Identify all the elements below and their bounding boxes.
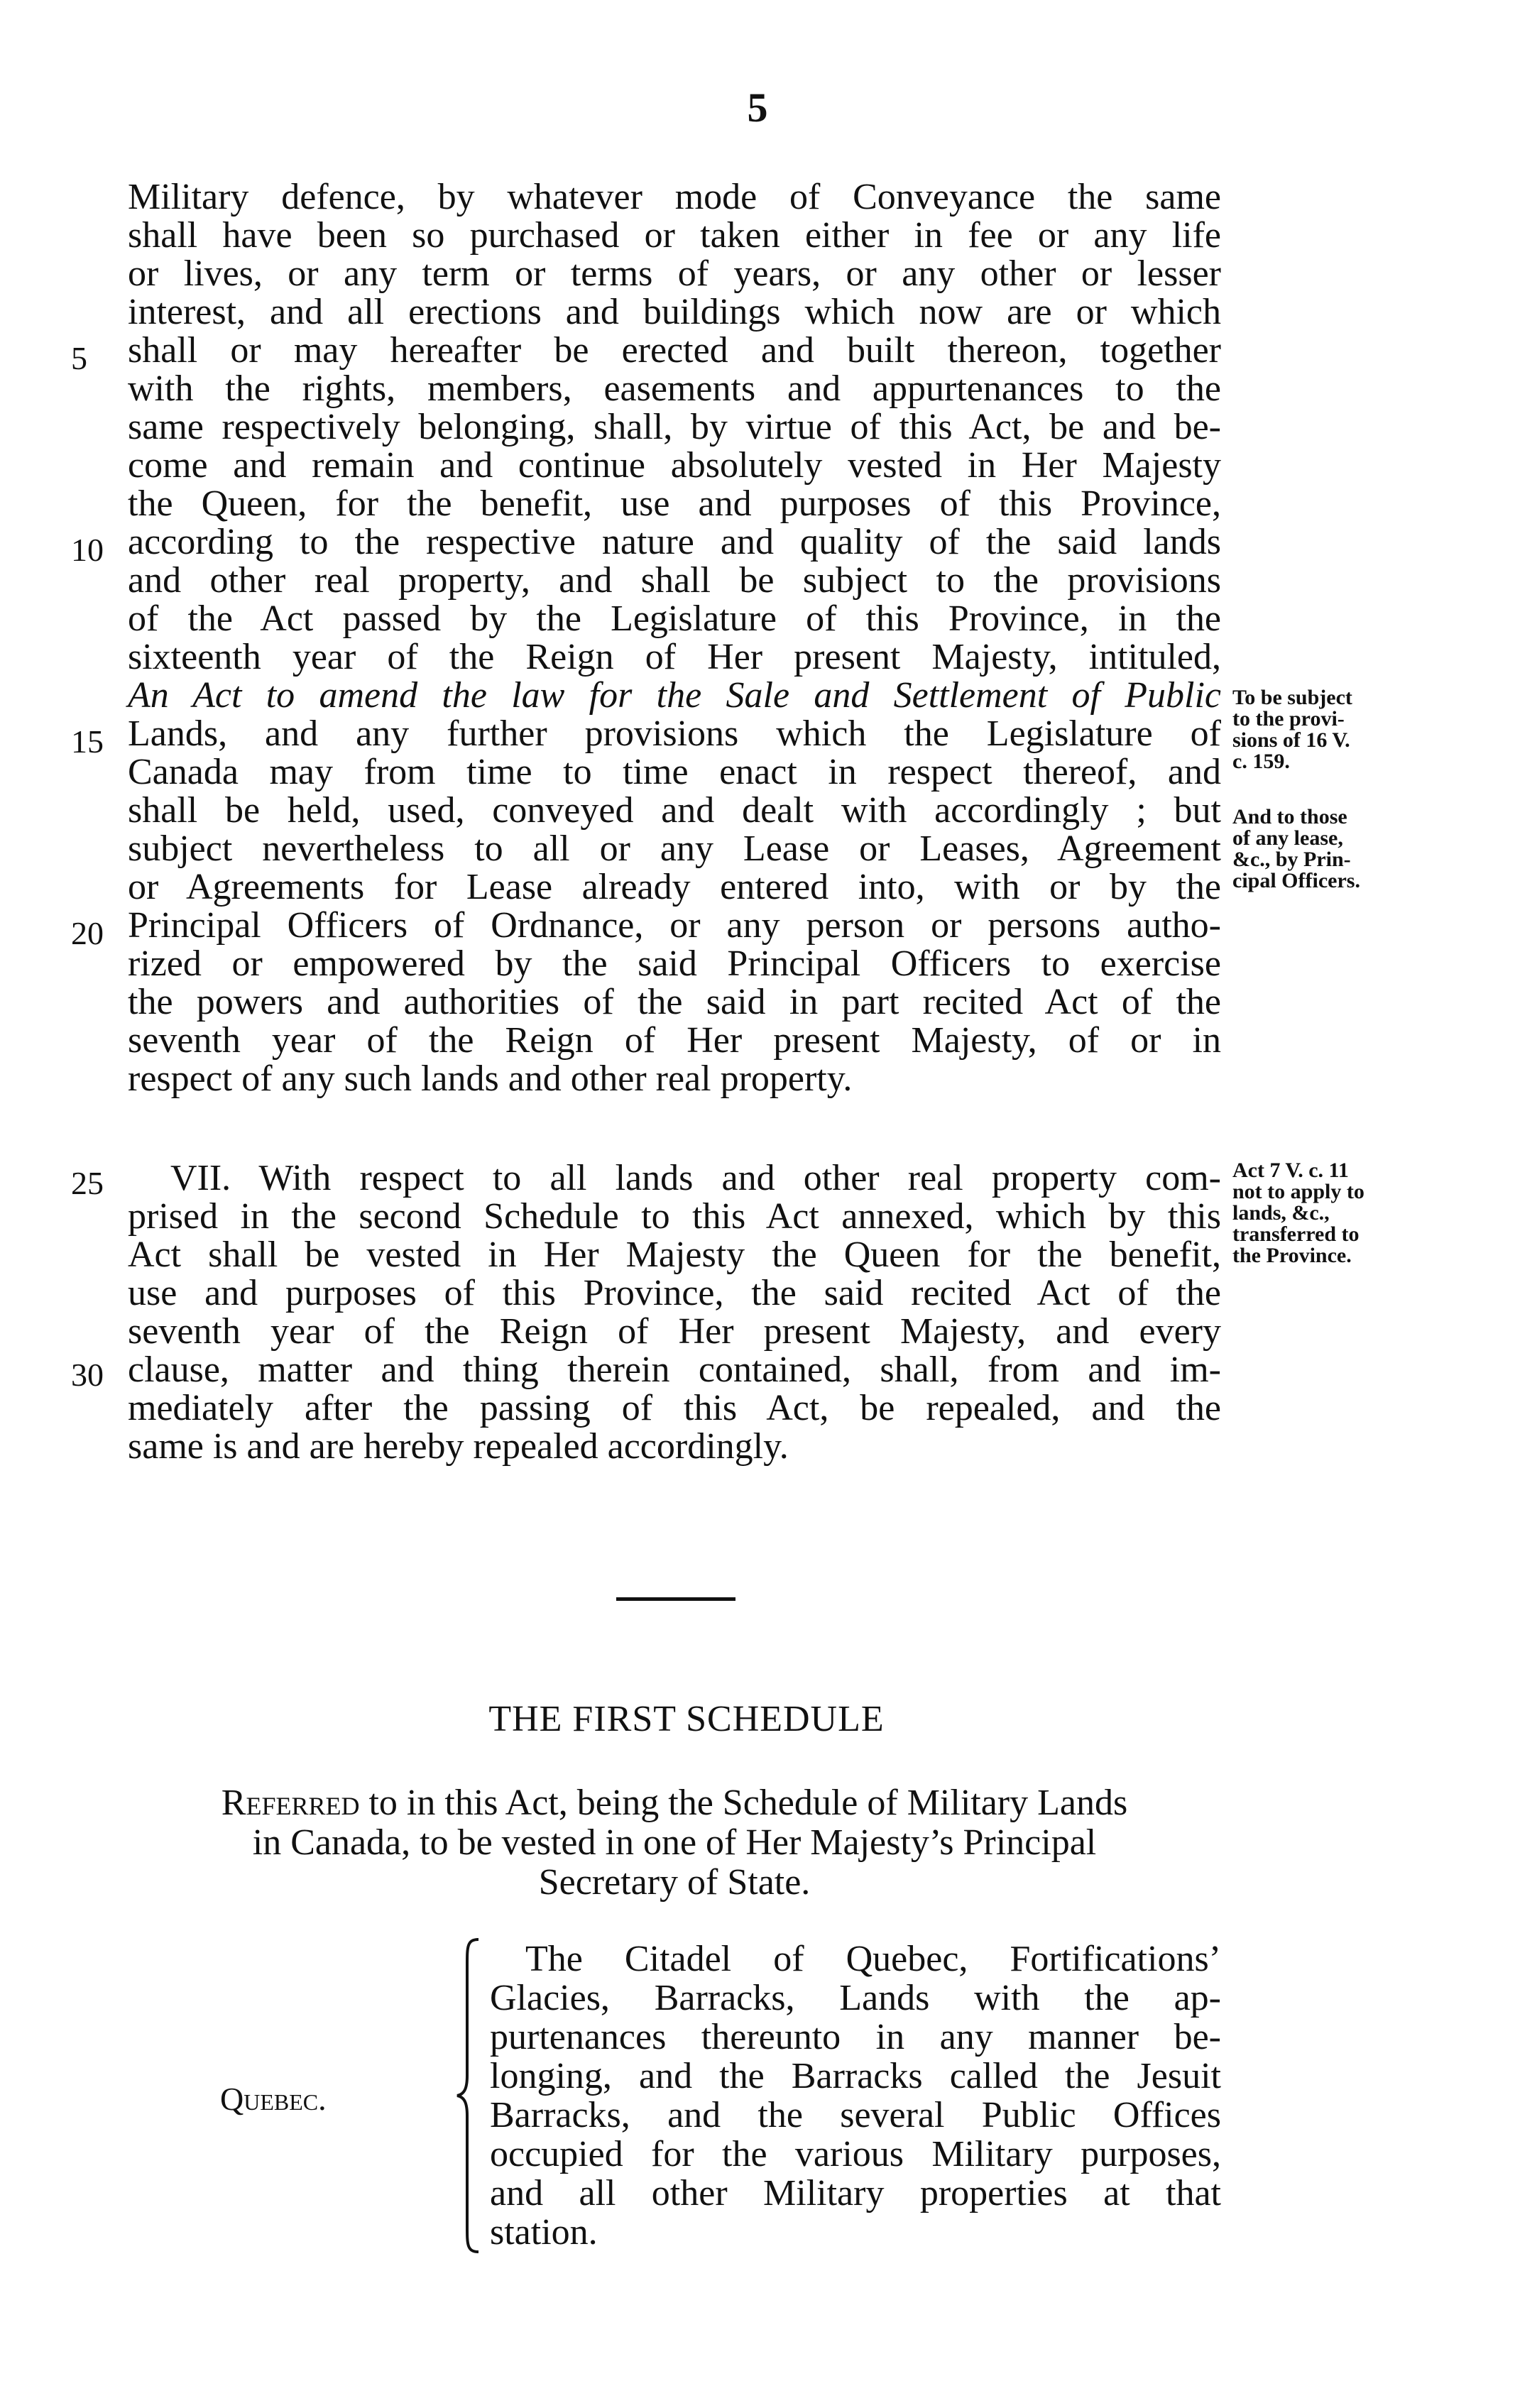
schedule-heading: THE FIRST SCHEDULE <box>488 1699 885 1739</box>
margin-note-line: To be subject <box>1232 686 1352 709</box>
section-line: mediately after the passing of this Act, be repealed, and the <box>128 1388 1221 1428</box>
margin-note-line: lands, &c., <box>1232 1201 1330 1225</box>
body-line: seventh year of the Reign of Her present Majesty, of or in <box>128 1020 1221 1061</box>
body-line: or lives, or any term or terms of years, or any other or lesser <box>128 253 1221 294</box>
body-line: shall have been so purchased or taken either in fee or any life <box>128 215 1221 256</box>
body-line: sixteenth year of the Reign of Her present Majesty, intituled, <box>128 637 1221 677</box>
schedule-place-quebec: Quebec. <box>220 2081 327 2117</box>
section-line: clause, matter and thing therein contained, shall, from and im- <box>128 1350 1221 1390</box>
section-line: prised in the second Schedule to this Act annexed, which by this <box>128 1196 1221 1237</box>
caption-line <box>128 1783 1221 1823</box>
margin-note-line: c. 159. <box>1232 750 1290 773</box>
margin-note-line: not to apply to <box>1232 1180 1364 1203</box>
body-line: shall be held, used, conveyed and dealt with accordingly ; but <box>128 790 1221 831</box>
body-line: Lands, and any further provisions which the Legislature of <box>128 713 1221 754</box>
section-line: same is and are hereby repealed accordingly. <box>128 1426 789 1467</box>
margin-note-leases <box>1232 806 1467 892</box>
margin-note-line: to the provi- <box>1232 707 1345 730</box>
margin-note-line: Act 7 V. c. 11 <box>1232 1159 1349 1182</box>
body-line: or Agreements for Lease already entered into, with or by the <box>128 867 1221 907</box>
margin-note-line: &c., by Prin- <box>1232 848 1351 871</box>
body-line: interest, and all erections and buildings which now are or which <box>128 292 1221 332</box>
margin-note-line: And to those <box>1232 805 1347 828</box>
margin-note-subject-provisions <box>1232 687 1467 772</box>
margin-note-line: transferred to <box>1232 1222 1360 1246</box>
line-number: 10 <box>71 532 104 568</box>
schedule-line: station. <box>490 2212 598 2253</box>
section-line: seventh year of the Reign of Her present Majesty, and every <box>128 1311 1221 1352</box>
body-line: of the Act passed by the Legislature of this Province, in the <box>128 598 1221 639</box>
body-line: same respectively belonging, shall, by virtue of this Act, be and be- <box>128 407 1221 447</box>
divider-rule <box>616 1597 735 1601</box>
section-line: Act shall be vested in Her Majesty the Queen for the benefit, <box>128 1235 1221 1275</box>
schedule-line: The Citadel of Quebec, Fortifications’ <box>525 1939 1221 1979</box>
section-line: use and purposes of this Province, the said recited Act of the <box>128 1273 1221 1313</box>
caption-line-rest: to in this Act, being the Schedule of Military Lands <box>359 1783 1128 1823</box>
body-line: the Queen, for the benefit, use and purposes of this Province, <box>128 483 1221 524</box>
schedule-line: longing, and the Barracks called the Jesuit <box>490 2056 1221 2096</box>
line-number: 30 <box>71 1357 104 1393</box>
body-line: and other real property, and shall be subject to the provisions <box>128 560 1221 601</box>
caption-lead: Referred <box>221 1783 360 1823</box>
body-line: rized or empowered by the said Principal Officers to exercise <box>128 943 1221 984</box>
section-line: VII. With respect to all lands and other real property com- <box>170 1158 1221 1198</box>
body-line: with the rights, members, easements and appurtenances to the <box>128 368 1221 409</box>
margin-note-act-not-apply <box>1232 1160 1467 1266</box>
body-line: shall or may hereafter be erected and built thereon, together <box>128 330 1221 371</box>
line-number: 5 <box>71 340 87 376</box>
body-line: the powers and authorities of the said in part recited Act of the <box>128 982 1221 1022</box>
body-line-italic-title: An Act to amend the law for the Sale and Settlement of Public <box>128 675 1221 716</box>
schedule-line: Barracks, and the several Public Offices <box>490 2095 1221 2135</box>
caption-line: Secretary of State. <box>538 1862 811 1903</box>
margin-note-line: cipal Officers. <box>1232 869 1360 892</box>
margin-note-line: of any lease, <box>1232 826 1343 850</box>
body-line: Military defence, by whatever mode of Conveyance the same <box>128 177 1221 217</box>
curly-brace-icon <box>454 1937 483 2255</box>
body-line: respect of any such lands and other real property. <box>128 1058 853 1099</box>
schedule-caption <box>128 1783 1221 1903</box>
schedule-line: occupied for the various Military purposes, <box>490 2134 1221 2174</box>
line-number: 25 <box>71 1165 104 1201</box>
margin-note-line: the Province. <box>1232 1244 1352 1267</box>
schedule-line: purtenances thereunto in any manner be- <box>490 2017 1221 2057</box>
caption-line: in Canada, to be vested in one of Her Majesty’s Principal <box>252 1822 1097 1863</box>
margin-note-line: sions of 16 V. <box>1232 728 1350 752</box>
body-line: come and remain and continue absolutely vested in Her Majesty <box>128 445 1221 486</box>
body-line: Principal Officers of Ordnance, or any person or persons autho- <box>128 905 1221 946</box>
body-line: subject nevertheless to all or any Lease or Leases, Agreement <box>128 828 1221 869</box>
body-line: Canada may from time to time enact in respect thereof, and <box>128 752 1221 792</box>
line-number: 15 <box>71 723 104 760</box>
schedule-line: and all other Military properties at that <box>490 2173 1221 2213</box>
page-number: 5 <box>747 84 768 131</box>
line-number: 20 <box>71 915 104 951</box>
body-line: according to the respective nature and quality of the said lands <box>128 522 1221 562</box>
schedule-line: Glacies, Barracks, Lands with the ap- <box>490 1978 1221 2018</box>
